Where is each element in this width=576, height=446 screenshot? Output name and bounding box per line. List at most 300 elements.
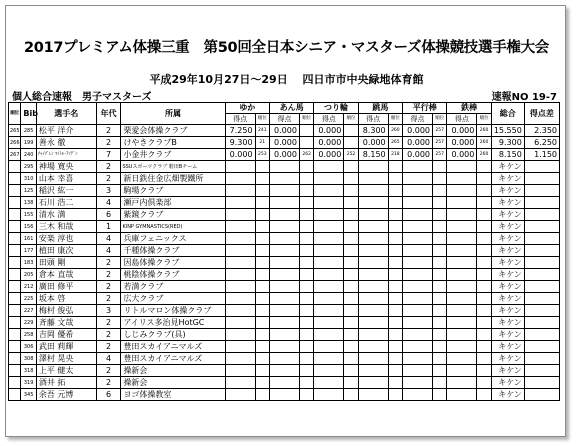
cell-event-rank	[344, 305, 358, 317]
table-row	[9, 161, 560, 173]
table-row	[9, 221, 560, 233]
cell-bib: 306	[21, 341, 36, 353]
cell-event-score	[403, 353, 433, 365]
cell-rank	[9, 377, 21, 389]
cell-event-score: 0.000	[358, 137, 388, 149]
table-row	[9, 125, 560, 137]
results-table	[8, 102, 560, 401]
results-subtitle: 個人総合速報 男子マスターズ	[12, 92, 152, 103]
cell-total: キケン	[491, 161, 524, 173]
cell-event-score	[225, 209, 255, 221]
document-frame	[5, 5, 566, 437]
table-row	[9, 233, 560, 245]
cell-event-score	[314, 233, 344, 245]
cell-name: 坂本 啓	[36, 293, 96, 305]
cell-rank	[9, 173, 21, 185]
cell-name: 三木 和哉	[36, 221, 96, 233]
cell-event-rank	[388, 305, 402, 317]
cell-event-score: 9.300	[225, 137, 255, 149]
cell-club: 豊田スカイアニマルズ	[121, 353, 225, 365]
cell-total: キケン	[491, 317, 524, 329]
cell-event-rank: 241	[255, 125, 269, 137]
cell-event-rank: 21	[255, 137, 269, 149]
cell-event-score: 0.000	[447, 137, 477, 149]
cell-event-rank	[477, 197, 491, 209]
cell-event-score	[358, 221, 388, 233]
cell-event-rank	[344, 257, 358, 269]
cell-event-score	[270, 197, 300, 209]
cell-rank: 265	[9, 125, 21, 137]
table-row	[9, 257, 560, 269]
cell-event-score	[270, 377, 300, 389]
cell-rank: 266	[9, 137, 21, 149]
cell-diff: 2.350	[524, 125, 559, 137]
cell-club: 兵庫フェニックス	[121, 233, 225, 245]
cell-event-rank	[433, 305, 447, 317]
cell-event-rank	[299, 365, 313, 377]
cell-event-rank	[344, 377, 358, 389]
cell-event-score	[447, 221, 477, 233]
table-row	[9, 281, 560, 293]
cell-event-score	[225, 353, 255, 365]
cell-event-score	[225, 233, 255, 245]
cell-event-score	[358, 305, 388, 317]
sub-header-score: 得点	[270, 114, 300, 125]
cell-event-rank	[255, 269, 269, 281]
cell-event-score	[225, 293, 255, 305]
cell-event-rank	[477, 341, 491, 353]
cell-rank	[9, 329, 21, 341]
cell-event-rank	[299, 233, 313, 245]
cell-event-score	[314, 185, 344, 197]
col-header-total: 総合	[491, 103, 524, 125]
cell-event-rank	[433, 377, 447, 389]
cell-event-rank: 252	[344, 149, 358, 161]
cell-event-score: 7.250	[225, 125, 255, 137]
cell-event-rank	[388, 389, 402, 401]
cell-event-score: 0.000	[270, 149, 300, 161]
table-row	[9, 305, 560, 317]
cell-event-rank	[255, 353, 269, 365]
cell-event-score	[314, 377, 344, 389]
cell-age: 2	[96, 257, 121, 269]
cell-club: SSUスポーツクラブ 磐田Bチーム	[121, 161, 225, 173]
cell-event-score: 0.000	[314, 137, 344, 149]
cell-bib: 161	[21, 233, 36, 245]
cell-event-score	[358, 185, 388, 197]
cell-event-rank	[433, 209, 447, 221]
cell-event-rank	[477, 293, 491, 305]
cell-rank	[9, 293, 21, 305]
cell-club: 豊田スカイアニマルズ	[121, 341, 225, 353]
col-header-bib: Bib	[21, 103, 36, 125]
table-row	[9, 377, 560, 389]
cell-event-score	[403, 221, 433, 233]
cell-event-score	[225, 161, 255, 173]
cell-event-score	[358, 197, 388, 209]
cell-bib: 125	[21, 185, 36, 197]
cell-event-rank	[344, 125, 358, 137]
cell-total: 8.150	[491, 149, 524, 161]
cell-total: キケン	[491, 185, 524, 197]
cell-club: 操新会	[121, 365, 225, 377]
cell-bib: 212	[21, 281, 36, 293]
cell-event-score	[403, 329, 433, 341]
cell-event-rank: 260	[388, 125, 402, 137]
cell-event-rank	[255, 197, 269, 209]
bulletin-number: 速報NO 19-7	[491, 92, 557, 103]
cell-event-rank	[388, 221, 402, 233]
cell-event-rank	[388, 293, 402, 305]
cell-total: キケン	[491, 233, 524, 245]
cell-event-score	[447, 329, 477, 341]
col-header-diff: 得点差	[524, 103, 559, 125]
cell-diff	[524, 221, 559, 233]
cell-event-score	[403, 281, 433, 293]
cell-event-score	[403, 185, 433, 197]
cell-rank	[9, 341, 21, 353]
cell-event-rank	[477, 161, 491, 173]
cell-event-rank	[344, 137, 358, 149]
table-row	[9, 185, 560, 197]
cell-event-score	[403, 209, 433, 221]
cell-diff	[524, 377, 559, 389]
cell-event-score	[314, 353, 344, 365]
cell-event-rank	[299, 353, 313, 365]
cell-diff	[524, 233, 559, 245]
cell-event-rank	[299, 293, 313, 305]
cell-event-score	[314, 221, 344, 233]
cell-event-score	[403, 161, 433, 173]
cell-rank	[9, 281, 21, 293]
cell-bib: 240	[21, 149, 36, 161]
cell-event-score	[447, 365, 477, 377]
cell-event-rank	[255, 209, 269, 221]
cell-event-score	[314, 305, 344, 317]
cell-event-score	[225, 245, 255, 257]
cell-age: 2	[96, 125, 121, 137]
cell-event-score	[447, 341, 477, 353]
cell-event-rank	[477, 185, 491, 197]
cell-event-score: 0.000	[314, 149, 344, 161]
table-row	[9, 353, 560, 365]
cell-event-rank	[255, 317, 269, 329]
cell-event-score	[447, 389, 477, 401]
cell-event-rank: 260	[477, 125, 491, 137]
cell-total: 9.300	[491, 137, 524, 149]
col-header-name: 選手名	[36, 103, 96, 125]
cell-bib: 345	[21, 389, 36, 401]
cell-total: キケン	[491, 269, 524, 281]
cell-event-rank	[344, 317, 358, 329]
cell-total: キケン	[491, 281, 524, 293]
cell-event-score: 8.150	[358, 149, 388, 161]
cell-event-rank	[255, 161, 269, 173]
cell-event-score: 0.000	[403, 125, 433, 137]
cell-event-score	[225, 377, 255, 389]
cell-event-rank: 260	[477, 149, 491, 161]
cell-age: 2	[96, 161, 121, 173]
cell-event-rank: 262	[299, 149, 313, 161]
cell-event-score	[358, 341, 388, 353]
cell-event-score: 0.000	[270, 125, 300, 137]
sub-header-rank: 順位	[299, 114, 313, 125]
cell-total: キケン	[491, 341, 524, 353]
cell-age: 2	[96, 329, 121, 341]
cell-age: 2	[96, 293, 121, 305]
cell-event-rank	[255, 245, 269, 257]
cell-event-score	[225, 317, 255, 329]
cell-rank	[9, 389, 21, 401]
cell-name: 山本 幸喜	[36, 173, 96, 185]
sub-header-rank: 順位	[433, 114, 447, 125]
cell-age: 1	[96, 221, 121, 233]
cell-event-rank	[255, 281, 269, 293]
cell-event-score: 0.000	[447, 149, 477, 161]
cell-event-rank	[388, 233, 402, 245]
cell-event-rank	[299, 269, 313, 281]
cell-total: キケン	[491, 245, 524, 257]
cell-event-score	[270, 281, 300, 293]
cell-bib: 155	[21, 209, 36, 221]
cell-event-score	[270, 305, 300, 317]
cell-event-score	[358, 257, 388, 269]
cell-event-rank	[477, 209, 491, 221]
cell-club: 広大クラブ	[121, 293, 225, 305]
cell-event-rank	[433, 245, 447, 257]
cell-bib: 310	[21, 173, 36, 185]
sub-header-score: 得点	[447, 114, 477, 125]
cell-event-rank	[433, 173, 447, 185]
cell-event-score	[447, 173, 477, 185]
sub-header-rank: 順位	[255, 114, 269, 125]
cell-diff	[524, 197, 559, 209]
cell-event-rank: 218	[388, 149, 402, 161]
cell-rank	[9, 317, 21, 329]
cell-name: 神場 寛央	[36, 161, 96, 173]
cell-rank	[9, 161, 21, 173]
cell-event-rank	[388, 281, 402, 293]
cell-total: キケン	[491, 257, 524, 269]
col-header-event-pbars: 平行棒	[403, 103, 447, 114]
cell-total: キケン	[491, 197, 524, 209]
table-row	[9, 365, 560, 377]
cell-club: 千種体操クラブ	[121, 245, 225, 257]
cell-event-rank	[388, 257, 402, 269]
cell-event-rank	[388, 353, 402, 365]
cell-event-rank	[433, 257, 447, 269]
cell-event-rank	[388, 377, 402, 389]
cell-event-score	[403, 377, 433, 389]
cell-club: 栗愛会体操クラブ	[121, 125, 225, 137]
cell-event-score	[314, 389, 344, 401]
cell-name: 上平 健太	[36, 365, 96, 377]
cell-diff	[524, 293, 559, 305]
cell-event-score	[358, 389, 388, 401]
cell-diff	[524, 257, 559, 269]
cell-event-score	[314, 161, 344, 173]
cell-rank	[9, 233, 21, 245]
cell-event-rank	[477, 233, 491, 245]
cell-event-rank	[388, 329, 402, 341]
cell-event-score	[314, 269, 344, 281]
cell-rank	[9, 245, 21, 257]
cell-event-score	[314, 317, 344, 329]
sub-header-score: 得点	[314, 114, 344, 125]
cell-event-score	[358, 329, 388, 341]
cell-event-score	[270, 317, 300, 329]
cell-event-score	[270, 161, 300, 173]
cell-event-rank	[388, 197, 402, 209]
cell-event-rank	[344, 341, 358, 353]
header-row-events	[9, 103, 560, 114]
cell-club: KINP GYMNASTICS(RED)	[121, 221, 225, 233]
cell-event-rank	[344, 221, 358, 233]
cell-event-rank	[477, 329, 491, 341]
cell-rank	[9, 305, 21, 317]
cell-rank	[9, 257, 21, 269]
cell-total: キケン	[491, 293, 524, 305]
cell-event-rank	[299, 245, 313, 257]
cell-event-rank	[433, 329, 447, 341]
cell-event-rank	[344, 209, 358, 221]
cell-event-score	[225, 305, 255, 317]
cell-event-score	[358, 353, 388, 365]
cell-event-rank	[388, 269, 402, 281]
col-header-event-hbar: 鉄棒	[447, 103, 491, 114]
cell-diff	[524, 173, 559, 185]
cell-age: 4	[96, 197, 121, 209]
cell-event-rank	[388, 161, 402, 173]
cell-name: 斉藤 文哉	[36, 317, 96, 329]
cell-event-rank	[255, 389, 269, 401]
cell-event-rank	[433, 221, 447, 233]
cell-age: 6	[96, 209, 121, 221]
cell-event-score	[403, 317, 433, 329]
cell-event-score	[358, 209, 388, 221]
cell-diff	[524, 269, 559, 281]
cell-event-score	[403, 389, 433, 401]
cell-event-rank	[255, 233, 269, 245]
table-row	[9, 245, 560, 257]
col-header-event-floor: ゆか	[225, 103, 269, 114]
cell-bib: 229	[21, 317, 36, 329]
cell-rank	[9, 221, 21, 233]
cell-diff: 6.250	[524, 137, 559, 149]
cell-event-rank	[433, 317, 447, 329]
cell-club: 操新会	[121, 377, 225, 389]
cell-event-rank	[388, 365, 402, 377]
cell-event-score	[447, 197, 477, 209]
cell-event-score: 0.000	[270, 137, 300, 149]
cell-event-score	[358, 269, 388, 281]
cell-rank	[9, 269, 21, 281]
cell-event-rank	[344, 389, 358, 401]
col-header-event-rings: つり輪	[314, 103, 358, 114]
cell-age: 2	[96, 377, 121, 389]
cell-event-rank	[433, 281, 447, 293]
cell-event-score	[270, 365, 300, 377]
cell-event-score	[225, 341, 255, 353]
cell-name: 清水 満	[36, 209, 96, 221]
cell-event-rank	[255, 329, 269, 341]
cell-event-rank	[299, 125, 313, 137]
cell-event-rank	[477, 305, 491, 317]
cell-event-rank	[255, 173, 269, 185]
cell-event-score	[314, 245, 344, 257]
cell-event-score	[447, 305, 477, 317]
cell-event-rank	[344, 173, 358, 185]
cell-event-score	[314, 209, 344, 221]
cell-event-score	[358, 173, 388, 185]
cell-event-rank	[344, 185, 358, 197]
cell-event-score	[225, 281, 255, 293]
cell-total: キケン	[491, 377, 524, 389]
cell-name: 武田 莉輝	[36, 341, 96, 353]
cell-diff	[524, 185, 559, 197]
cell-event-rank	[433, 353, 447, 365]
cell-event-rank	[255, 221, 269, 233]
cell-club: しじみクラブ(具)	[121, 329, 225, 341]
cell-age: 3	[96, 185, 121, 197]
cell-event-rank	[433, 161, 447, 173]
cell-rank	[9, 209, 21, 221]
cell-rank	[9, 185, 21, 197]
sub-header-score: 得点	[403, 114, 433, 125]
cell-rank	[9, 197, 21, 209]
cell-event-score	[447, 269, 477, 281]
cell-diff	[524, 209, 559, 221]
cell-event-score	[270, 233, 300, 245]
cell-club: ヨゴ体操教室	[121, 389, 225, 401]
cell-event-score	[225, 269, 255, 281]
cell-name: 廣田 修平	[36, 281, 96, 293]
cell-event-score: 8.300	[358, 125, 388, 137]
cell-event-rank	[299, 281, 313, 293]
cell-event-score	[447, 209, 477, 221]
cell-event-score	[270, 185, 300, 197]
cell-event-rank	[299, 209, 313, 221]
sub-header-score: 得点	[358, 114, 388, 125]
cell-rank: 267	[9, 149, 21, 161]
cell-event-score	[447, 233, 477, 245]
cell-diff	[524, 245, 559, 257]
cell-event-rank	[344, 365, 358, 377]
cell-event-rank	[433, 185, 447, 197]
cell-event-score	[270, 269, 300, 281]
cell-event-score	[314, 257, 344, 269]
cell-event-score	[403, 257, 433, 269]
cell-event-rank	[255, 293, 269, 305]
cell-event-score	[447, 317, 477, 329]
cell-age: 2	[96, 137, 121, 149]
cell-event-rank	[433, 341, 447, 353]
table-row	[9, 341, 560, 353]
cell-event-score	[270, 221, 300, 233]
cell-event-score	[314, 197, 344, 209]
cell-diff	[524, 389, 559, 401]
cell-name: 吉岡 優希	[36, 329, 96, 341]
document-title: 2017プレミアム体操三重 第50回全日本シニア・マスターズ体操競技選手権大会	[23, 40, 549, 56]
cell-event-rank	[255, 305, 269, 317]
cell-event-rank	[477, 245, 491, 257]
cell-event-score	[358, 281, 388, 293]
cell-event-score: 0.000	[403, 137, 433, 149]
cell-total: キケン	[491, 209, 524, 221]
cell-event-rank	[388, 341, 402, 353]
cell-diff	[524, 305, 559, 317]
cell-event-rank	[477, 281, 491, 293]
